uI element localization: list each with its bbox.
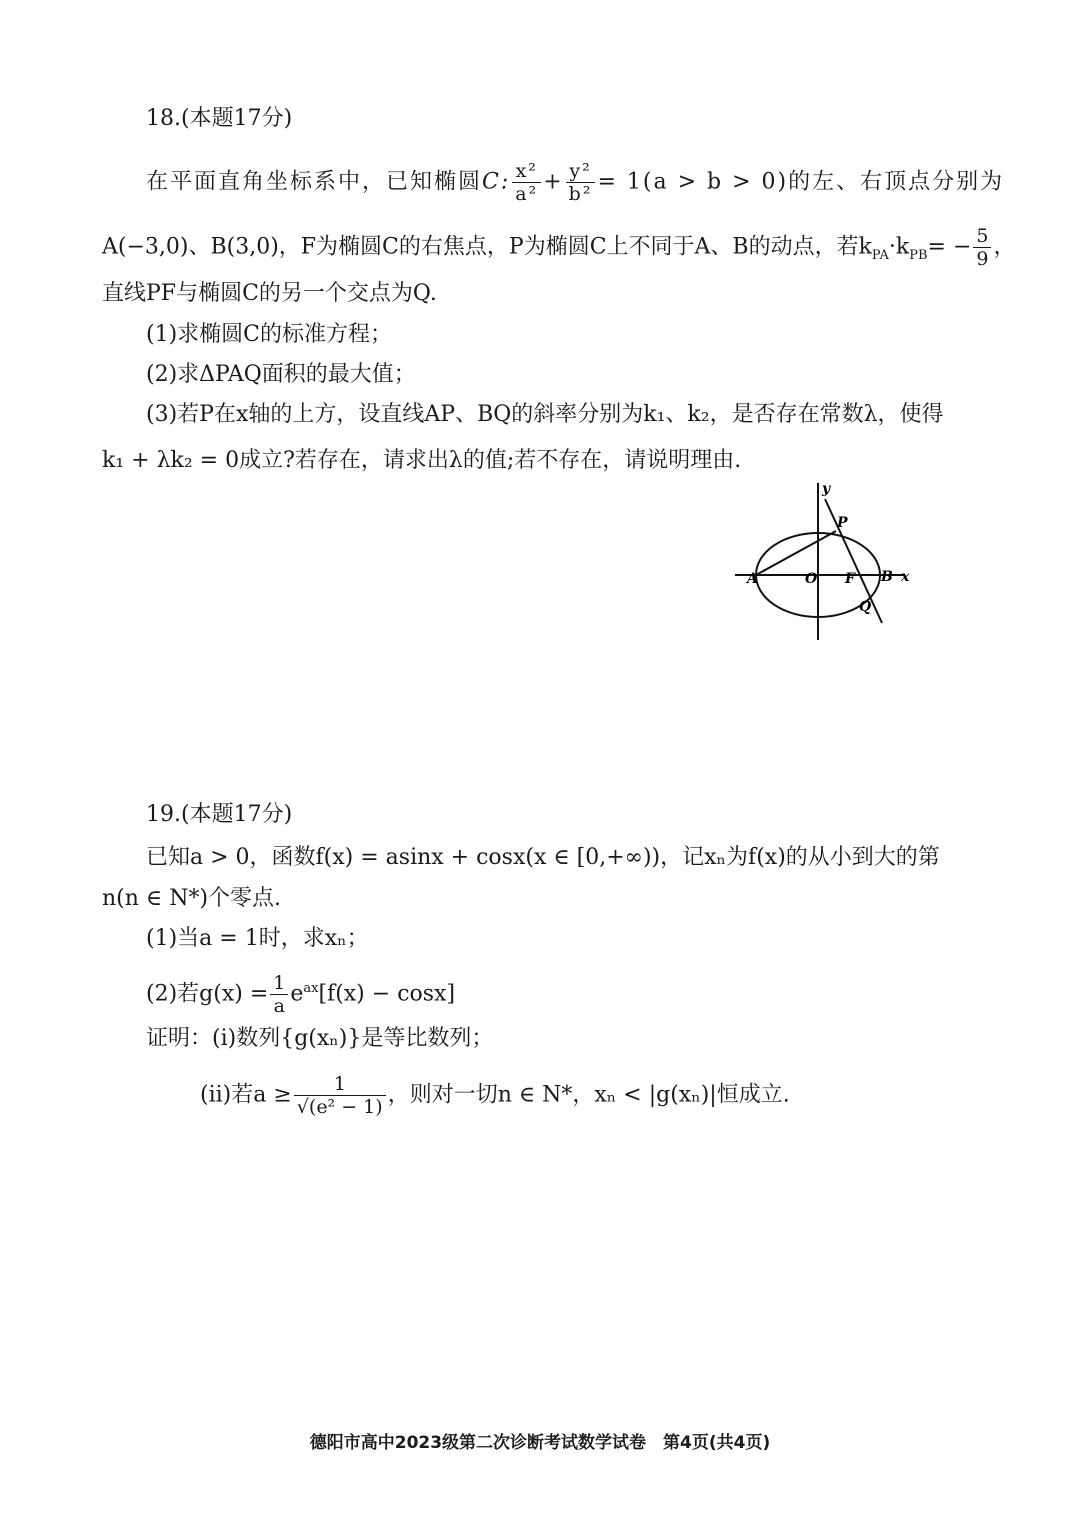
- eq-frac-x: [512, 160, 541, 205]
- q19-part1: (1)当a = 1时，求xₙ；: [146, 926, 369, 951]
- q18-part1: (1)求椭圆C的标准方程；: [146, 322, 392, 347]
- q19-frac-den: a: [273, 995, 285, 1017]
- q18-part3-a: (3)若P在x轴的上方，设直线AP、BQ的斜率分别为k₁、k₂，是否存在常数λ，使得: [146, 402, 944, 427]
- eq-frac-y: [566, 160, 596, 205]
- label-p: P: [837, 515, 848, 531]
- label-f: F: [845, 571, 855, 587]
- label-a: A: [747, 571, 758, 587]
- q19-part2: [146, 972, 455, 1017]
- q19-part3-b: ，则对一切n ∈ N*，xₙ < |g(xₙ)|恒成立.: [387, 1082, 790, 1108]
- q18-line2-mid: ·k: [888, 234, 910, 260]
- label-y: y: [822, 481, 831, 497]
- q18-line2-a: A(−3,0)、B(3,0)，F为椭圆C的右焦点，P为椭圆C上不同于A、B的动点，若k: [102, 234, 872, 260]
- eq-rhs: = 1: [597, 169, 643, 195]
- page-footer: 德阳市高中2023级第二次诊断考试数学试卷 第4页(共4页): [309, 1433, 771, 1453]
- q18-header: 18.(本题17分): [146, 106, 293, 131]
- line-ap: [756, 531, 836, 575]
- q19-part2-sup: ax: [303, 981, 319, 997]
- eq-den-a: a²: [515, 183, 539, 205]
- q18-line1-c: (a > b > 0)的左、右顶点分别为: [642, 169, 1005, 195]
- label-q: Q: [859, 599, 872, 615]
- q19-frac-sqrt: [294, 1073, 386, 1118]
- q18-sub-pb: PB: [909, 247, 928, 263]
- q19-frac-num: 1: [270, 972, 288, 995]
- label-b: B: [881, 569, 893, 585]
- q19-part2-a: (2)若g(x) =: [146, 981, 269, 1007]
- q18-frac-5-9: [973, 225, 991, 270]
- q19-part2-c: [f(x) − cosx]: [318, 981, 456, 1007]
- q18-part2: (2)求ΔPAQ面积的最大值；: [146, 362, 416, 387]
- q18-line3: 直线PF与椭圆C的另一个交点为Q.: [102, 281, 437, 306]
- q19-line1: 已知a > 0，函数f(x) = asinx + cosx(x ∈ [0,+∞))，记xₙ为f(x)的从小到大的第: [146, 845, 940, 870]
- ellipse-figure: [725, 475, 925, 650]
- q19-sqrt-num: 1: [294, 1073, 386, 1096]
- q19-part3: [200, 1073, 790, 1118]
- line-pq: [825, 499, 882, 623]
- q19-frac-1-a: [270, 972, 288, 1017]
- q18-line1-c-label: C:: [482, 169, 511, 195]
- label-o: O: [805, 571, 818, 587]
- q18-line1: [146, 160, 1004, 205]
- eq-num-y: y²: [566, 160, 596, 183]
- q18-line1-a: 在平面直角坐标系中，已知椭圆: [146, 169, 483, 195]
- q18-line2: [102, 225, 1016, 271]
- q18-frac-num: 5: [973, 225, 991, 248]
- eq-num-x: x²: [512, 160, 541, 183]
- label-x: x: [901, 569, 910, 585]
- q19-header: 19.(本题17分): [146, 802, 293, 827]
- q19-sqrt-den: √(e² − 1): [296, 1096, 383, 1118]
- eq-plus: +: [543, 169, 564, 195]
- q18-line2-eq: = −: [927, 234, 972, 260]
- q18-frac-den: 9: [976, 248, 989, 270]
- q19-part2-e: e: [290, 981, 304, 1007]
- q18-part3-b: k₁ + λk₂ = 0成立?若存在，请求出λ的值;若不存在，请说明理由.: [102, 448, 742, 473]
- q19-part3-a: (ⅱ)若a ≥: [200, 1082, 292, 1108]
- q19-line2: n(n ∈ N*)个零点.: [102, 886, 282, 911]
- q18-line2-end: ，: [993, 234, 1016, 260]
- q18-sub-pa: PA: [871, 247, 889, 263]
- eq-den-b: b²: [568, 183, 593, 205]
- q19-proof: 证明：(ⅰ)数列{g(xₙ)}是等比数列；: [146, 1026, 494, 1051]
